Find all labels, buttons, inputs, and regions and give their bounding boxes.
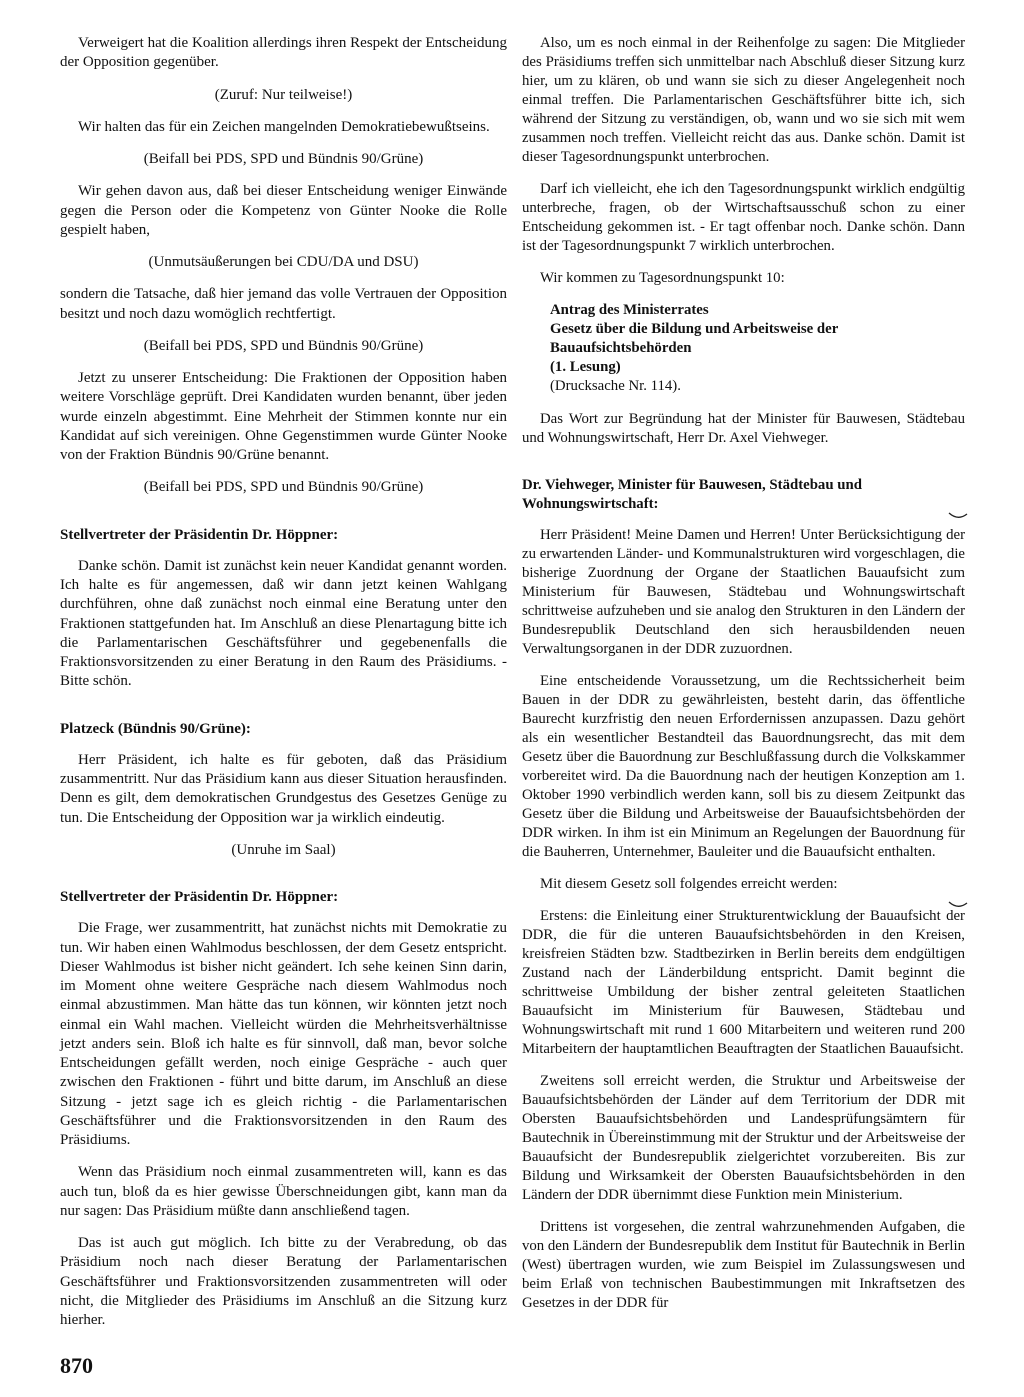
paragraph: Mit diesem Gesetz soll folgendes erreicht werden: (540, 876, 838, 892)
agenda-line: Antrag des Ministerrates (550, 302, 709, 318)
agenda-line: (Drucksache Nr. 114). (550, 378, 681, 394)
margin-mark-icon (948, 512, 968, 520)
paragraph: Wenn das Präsidium noch einmal zusammentreten will, kann es das auch tun, bloß da es hier gewisse Überschneidungen gibt, kann man da nur sagen: Das Präsidium müßte dann anschließend tagen. (60, 1164, 507, 1219)
paragraph: Also, um es noch einmal in der Reihenfolge zu sagen: Die Mitglieder des Präsidiums treffen sich unmittelbar nach Abschluß dieser Sitzung kurz hier, um zu klären, ob und wann sie sich zu dieser Angelegenheit noch einmal treffen. Die Parlamentarischen Geschäftsführer bitte ich, sich während der Sitzung zu verständigen, ob, wann und wo sie sich mit wem zusammen noch treffen. Vielleicht reicht das aus. Danke schön. Damit ist dieser Tagesordnungspunkt unterbrochen. (522, 35, 965, 165)
interjection: (Unmutsäußerungen bei CDU/DA und DSU) (148, 254, 419, 270)
agenda-item (550, 301, 965, 396)
paragraph: Jetzt zu unserer Entscheidung: Die Fraktionen der Opposition haben weitere Vorschläge geprüft. Drei Kandidaten wurden benannt, über jeden wurde einzeln abgestimmt. Eine Mehrheit der Stimmen konnte nur ein Kandidat auf sich vereinigen. Ohne Gegenstimmen wurde Günter Nooke von der Fraktion Bündnis 90/Grüne benannt. (60, 370, 507, 463)
interjection: (Zuruf: Nur teilweise!) (214, 86, 353, 103)
paragraph: Wir gehen davon aus, daß bei dieser Entscheidung weniger Einwände gegen die Person oder die Kompetenz von Günter Nooke die Rolle gespielt haben, (60, 183, 507, 238)
paragraph: Wir kommen zu Tagesordnungspunkt 10: (540, 270, 785, 286)
agenda-line: (1. Lesung) (550, 359, 621, 375)
agenda-line: Gesetz über die Bildung und Arbeitsweise der Bauaufsichtsbehörden (550, 321, 839, 356)
page-number: 870 (60, 1353, 93, 1378)
paragraph: Erstens: die Einleitung einer Strukturentwicklung der Bauaufsicht der DDR, die für die unteren Bauaufsichtsbehörden in den Kreisen, kreisfreien Städten bzw. Stadtbezirken in Berlin bereits dem endgültigen Zustand nach der Länderbildung entspricht. Damit beginnt die schrittweise Umbildung der bisher zentral geleiteten Staatlichen Bauaufsicht im Ministerium für Bauwesen, Städtebau und Wohnungswirtschaft mit rund 1 600 Mitarbeitern und weiteren rund 200 Mitarbeitern der hauptamtlichen Beauftragten der Staatlichen Bauaufsicht. (522, 908, 965, 1057)
right-column (522, 34, 965, 1326)
speaker-heading: Platzeck (Bündnis 90/Grüne): (60, 720, 251, 737)
paragraph: Danke schön. Damit ist zunächst kein neuer Kandidat genannt worden. Ich halte es für angemessen, daß wir dann jetzt keinen Wahlgang durchführen, ohne daß zunächst noch einmal eine Beratung unter den Fraktionen stattgefunden hat. Im Anschluß an diese Plenartagung bitte ich die Parlamentarischen Geschäftsführer und gegebenenfalls die Fraktionsvorsitzenden zu einer Beratung in den Raum des Präsidiums. - Bitte schön. (60, 557, 507, 690)
paragraph: Verweigert hat die Koalition allerdings ihren Respekt der Entscheidung der Opposition gegenüber. (60, 35, 507, 71)
interjection: (Beifall bei PDS, SPD und Bündnis 90/Grüne) (143, 151, 424, 167)
speaker-heading: Dr. Viehweger, Minister für Bauwesen, Städtebau und Wohnungswirtschaft: (522, 477, 862, 512)
paragraph: Herr Präsident, ich halte es für geboten, daß das Präsidium zusammentritt. Nur das Präsidium kann aus dieser Situation herausfinden. Denn es gilt, dem demokratischen Grundgestus des Gesetzes Genüge zu tun. Die Entscheidung der Opposition war ja wirklich eindeutig. (60, 751, 507, 826)
interjection: (Unruhe im Saal) (231, 841, 336, 858)
paragraph: Das ist auch gut möglich. Ich bitte zu der Verabredung, ob das Präsidium noch nach dieser Beratung der Parlamentarischen Geschäftsführer und Fraktionsvorsitzenden zusammentreten will oder nicht, die Mitglieder des Präsidiums im Anschluß an die Sitzung kurz hierher. (60, 1235, 507, 1328)
paragraph: Eine entscheidende Voraussetzung, um die Rechtssicherheit beim Bauen in der DDR zu gewährleisten, besteht darin, das öffentliche Baurecht kurzfristig den neuen Erfordernissen anzupassen. Dazu gehört als ein wesentlicher Bestandteil das Bauordnungsrecht, das mit dem Gesetz über die Bauordnung zur Beschlußfassung durch die Volkskammer vorbereitet wird. Da die Bauordnung nach der heutigen Konzeption am 1. Oktober 1990 verbindlich werden kann, soll bis zu diesem Zeitpunkt das Gesetz über die Bildung und Arbeitsweise der Bauaufsichtsbehörden der DDR wirken. In ihm ist ein Minimum an Regelungen der Bauordnung für die Bauherren, Unternehmer, Bauleiter und die Bauaufsicht enthalten. (522, 673, 965, 860)
speaker-heading: Stellvertreter der Präsidentin Dr. Höppner: (60, 889, 339, 905)
interjection: (Beifall bei PDS, SPD und Bündnis 90/Grüne) (143, 337, 424, 354)
paragraph: Das Wort zur Begründung hat der Minister für Bauwesen, Städtebau und Wohnungswirtschaft, Herr Dr. Axel Viehweger. (522, 411, 965, 446)
paragraph: Darf ich vielleicht, ehe ich den Tagesordnungspunkt wirklich endgültig unterbreche, fragen, ob der Wirtschaftsausschuß schon zu einer Entscheidung gekommen ist. - Er tagt offenbar noch. Danke schön. Dann ist der Tagesordnungspunkt 7 wirklich unterbrochen. (522, 181, 965, 254)
paragraph: Die Frage, wer zusammentritt, hat zunächst nichts mit Demokratie zu tun. Wir haben einen Wahlmodus beschlossen, der dem Gesetz entspricht. Dieser Wahlmodus ist bisher nicht geändert. Ich sehe keinen Sinn darin, im Moment ohne weitere Gespräche nach diesem Wahlmodus noch einmal abzustimmen. Man hätte das tun können, wir könnten jetzt noch einmal ein Wahl machen. Vielleicht würden die Mehrheitsverhältnisse jetzt anders sein. Bloß ich halte es für sinnvoll, daß man, bevor solche Entscheidungen gefällt werden, noch einige Gespräche - auch quer zwischen den Fraktionen - führt und bitte darum, im Anschluß an diese Sitzung - jetzt sage ich es gleich richtig - die Parlamentarischen Geschäftsführer und die Fraktionsvorsitzenden in den Raum des Präsidiums. (60, 920, 507, 1148)
interjection: (Beifall bei PDS, SPD und Bündnis 90/Grüne) (143, 479, 424, 496)
margin-mark-icon (948, 901, 968, 909)
paragraph: Wir halten das für ein Zeichen mangelnden Demokratiebewußtseins. (78, 118, 490, 135)
paragraph: Zweitens soll erreicht werden, die Struktur und Arbeitsweise der Bauaufsichtsbehörden der Länder auf dem Territorium der DDR mit Obersten Bauaufsichtsbehörden und Landesprüfungsämtern für Bautechnik in Übereinstimmung mit der Struktur und der Arbeitsweise der Bauaufsicht der Bundesrepublik zielgerichtet vorzubereiten. Bis zur Bildung und Wirksamkeit der Obersten Bauaufsichtsbehörden in den Ländern der DDR übernimmt diese Funktion mein Ministerium. (522, 1073, 965, 1203)
left-column (60, 34, 507, 1343)
paragraph: sondern die Tatsache, daß hier jemand das volle Vertrauen der Opposition besitzt und noch dazu womöglich rechtfertigt. (60, 286, 507, 322)
speaker-heading: Stellvertreter der Präsidentin Dr. Höppner: (60, 526, 339, 543)
paragraph: Drittens ist vorgesehen, die zentral wahrzunehmenden Aufgaben, die von den Ländern der Bundesrepublik dem Institut für Bautechnik in Berlin (West) übertragen wurden, wie zum Beispiel im Zulassungswesen und beim Erlaß von technischen Baubestimmungen mit Inkraftsetzen des Gesetzes in der DDR für (522, 1219, 965, 1311)
paragraph: Herr Präsident! Meine Damen und Herren! Unter Berücksichtigung der zu erwartenden Länder- und Kommunalstrukturen wird vorgeschlagen, die bisherige Zuordnung der Organe der Staatlichen Bauaufsicht zum Ministerium für Bauwesen, Städtebau und Wohnungswirtschaft schrittweise aufzuheben und sie analog den Strukturen in den Ländern der Bundesrepublik Deutschland den sich herausbildenden neuen Verwaltungsorganen in der DDR zuzuordnen. (522, 527, 965, 657)
